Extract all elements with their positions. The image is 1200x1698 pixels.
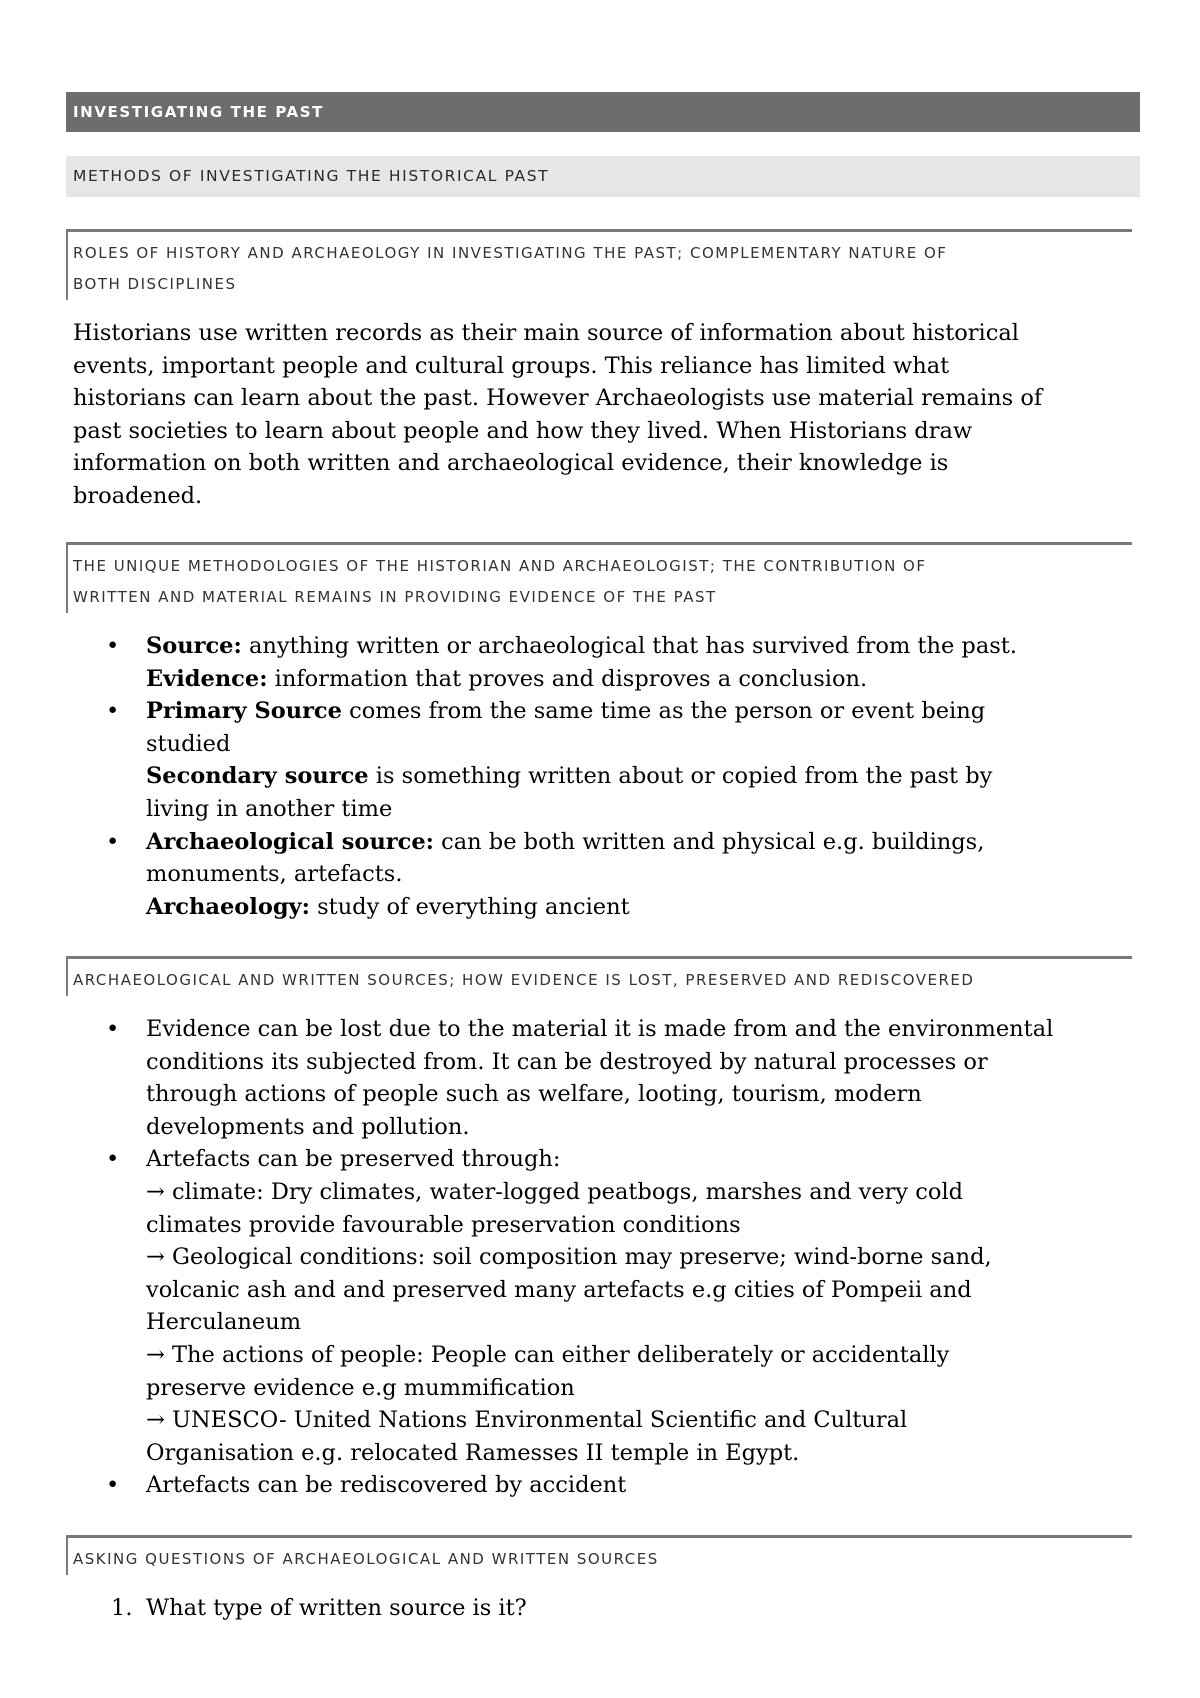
document-title: INVESTIGATING THE PAST <box>73 103 324 121</box>
list-line: Organisation e.g. relocated Ramesses II temple in Egypt. <box>146 1439 800 1466</box>
section-heading-questions <box>66 1535 1132 1575</box>
paragraph-line: information on both written and archaeological evidence, their knowledge is <box>73 450 949 477</box>
heading-line: ROLES OF HISTORY AND ARCHAEOLOGY IN INVESTIGATING THE PAST; COMPLEMENTARY NATURE OF <box>73 244 948 262</box>
list-line: → Geological conditions: soil composition may preserve; wind-borne sand, <box>146 1244 992 1271</box>
definition: living in another time <box>146 795 393 822</box>
list-line: developments and pollution. <box>146 1113 470 1140</box>
list-item <box>73 1143 1143 1469</box>
methodologies-bullet-list <box>73 630 1143 923</box>
list-line: volcanic ash and and preserved many artefacts e.g cities of Pompeii and <box>146 1276 972 1303</box>
heading-line: BOTH DISCIPLINES <box>73 275 237 293</box>
list-line: Herculaneum <box>146 1309 302 1336</box>
list-line: → UNESCO- United Nations Environmental Scientific and Cultural <box>146 1407 908 1434</box>
paragraph-line: historians can learn about the past. However Archaeologists use material remains of <box>73 385 1043 412</box>
section-heading-evidence <box>66 956 1132 996</box>
term: Source: <box>146 633 242 659</box>
heading-line: ASKING QUESTIONS OF ARCHAEOLOGICAL AND WRITTEN SOURCES <box>73 1550 659 1568</box>
term: Evidence: <box>146 665 268 692</box>
definition: comes from the same time as the person or event being <box>341 698 986 725</box>
list-line: through actions of people such as welfare, looting, tourism, modern <box>146 1081 922 1108</box>
section-heading-methodologies <box>66 542 1132 613</box>
list-line: climates provide favourable preservation conditions <box>146 1211 741 1238</box>
definition: monuments, artefacts. <box>146 861 403 888</box>
definition: information that proves and disproves a conclusion. <box>267 665 868 692</box>
list-item <box>73 630 1143 695</box>
evidence-bullet-list <box>73 1013 1143 1502</box>
document-subtitle-bar <box>66 156 1140 197</box>
definition: anything written or archaeological that has survived from the past. <box>241 633 1017 659</box>
document-title-bar <box>66 92 1140 132</box>
term: Secondary source <box>146 763 369 790</box>
list-item <box>73 826 1143 924</box>
definition: studied <box>146 730 231 757</box>
heading-line: WRITTEN AND MATERIAL REMAINS IN PROVIDING EVIDENCE OF THE PAST <box>73 588 717 606</box>
list-number: 1. <box>111 1595 133 1621</box>
section-heading-roles <box>66 229 1132 300</box>
list-line: → The actions of people: People can either deliberately or accidentally <box>146 1341 950 1368</box>
paragraph-line: broadened. <box>73 482 203 509</box>
list-line: → climate: Dry climates, water-logged peatbogs, marshes and very cold <box>146 1178 964 1205</box>
list-line: • Artefacts can be rediscovered by accident <box>146 1472 627 1499</box>
list-line: conditions its subjected from. It can be destroyed by natural processes or <box>146 1048 988 1075</box>
list-item <box>73 1469 1143 1502</box>
section-paragraph-roles <box>73 317 1143 513</box>
paragraph-line: events, important people and cultural groups. This reliance has limited what <box>73 352 950 379</box>
paragraph-line: Historians use written records as their main source of information about historical <box>73 320 1019 346</box>
list-item <box>73 695 1143 825</box>
definition: is something written about or copied from the past by <box>368 763 993 790</box>
list-line: • Artefacts can be preserved through: <box>146 1146 561 1173</box>
definition: can be both written and physical e.g. buildings, <box>433 828 985 855</box>
heading-line: ARCHAEOLOGICAL AND WRITTEN SOURCES; HOW EVIDENCE IS LOST, PRESERVED AND REDISCOVERED <box>73 971 975 989</box>
term: Archaeology: <box>146 893 310 920</box>
term: Primary Source <box>146 698 342 725</box>
paragraph-line: past societies to learn about people and how they lived. When Historians draw <box>73 417 973 444</box>
document-subtitle: METHODS OF INVESTIGATING THE HISTORICAL PAST <box>73 167 550 185</box>
list-line: • Evidence can be lost due to the material it is made from and the environmental <box>146 1016 1054 1042</box>
list-item <box>73 1013 1143 1143</box>
list-line: preserve evidence e.g mummification <box>146 1374 575 1401</box>
list-item <box>73 1592 1143 1625</box>
questions-numbered-list <box>73 1592 1143 1625</box>
heading-line: THE UNIQUE METHODOLOGIES OF THE HISTORIAN AND ARCHAEOLOGIST; THE CONTRIBUTION OF <box>73 557 927 575</box>
list-line: What type of written source is it? <box>146 1595 527 1621</box>
definition: study of everything ancient <box>309 893 630 920</box>
term: Archaeological source: <box>146 828 434 855</box>
